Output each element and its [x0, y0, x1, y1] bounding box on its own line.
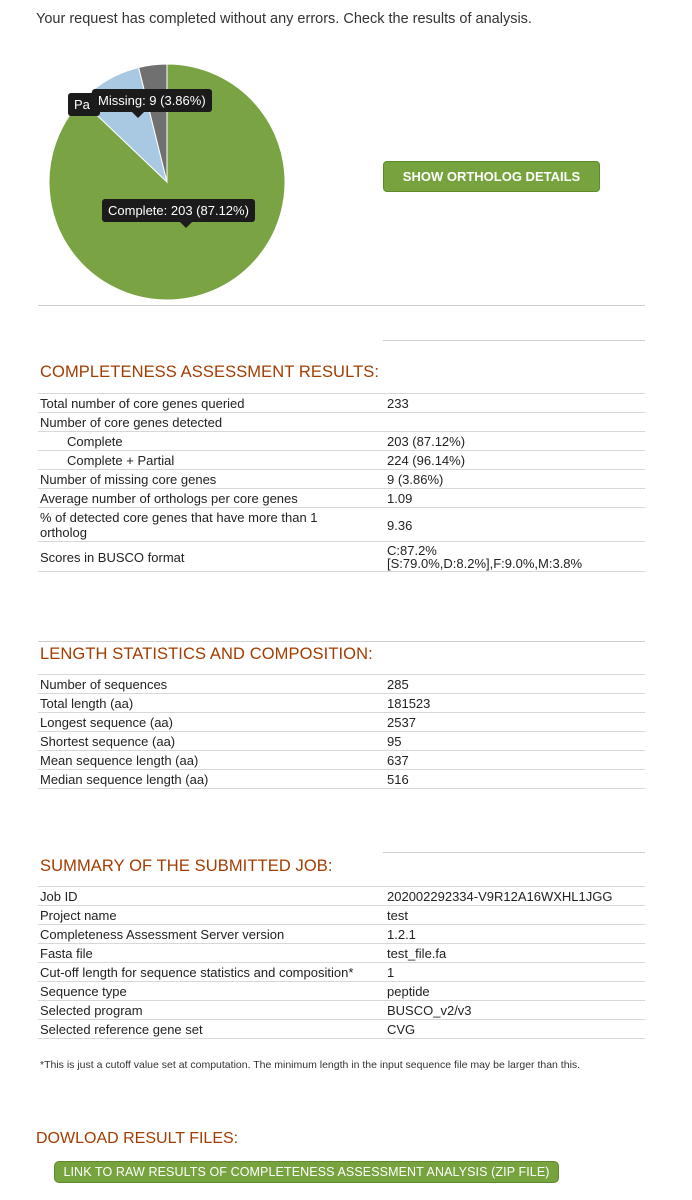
row-label: Complete — [38, 432, 385, 451]
row-value — [385, 542, 645, 572]
missing-tooltip — [92, 89, 212, 112]
row-value — [385, 413, 645, 432]
table-row — [38, 732, 645, 751]
table-row — [38, 432, 645, 451]
table-row — [38, 982, 645, 1001]
row-label: Completeness Assessment Server version — [38, 925, 385, 944]
row-label: % of detected core genes that have more than 1 ortholog — [38, 508, 385, 542]
table-row — [38, 413, 645, 432]
complete-tooltip — [102, 199, 255, 222]
busco-score-line-2: [S:79.0%,D:8.2%],F:9.0%,M:3.8% — [387, 556, 583, 571]
row-value: CVG — [385, 1020, 645, 1039]
table-row — [38, 770, 645, 789]
completeness-table — [38, 393, 645, 572]
divider — [38, 641, 645, 642]
table-row — [38, 489, 645, 508]
row-value: 95 — [385, 732, 645, 751]
download-section-title: DOWLOAD RESULT FILES: — [36, 1130, 239, 1147]
job-summary-section-title: SUMMARY OF THE SUBMITTED JOB: — [40, 857, 333, 875]
divider — [38, 305, 645, 306]
row-label: Cut-off length for sequence statistics and composition* — [38, 963, 385, 982]
table-row — [38, 944, 645, 963]
row-label: Number of core genes detected — [38, 413, 385, 432]
row-label: Longest sequence (aa) — [38, 713, 385, 732]
row-value: 1.2.1 — [385, 925, 645, 944]
table-row — [38, 451, 645, 470]
row-label: Fasta file — [38, 944, 385, 963]
row-value: 224 (96.14%) — [385, 451, 645, 470]
row-label: Shortest sequence (aa) — [38, 732, 385, 751]
table-row — [38, 1020, 645, 1039]
table-row — [38, 694, 645, 713]
divider — [383, 340, 645, 341]
table-row — [38, 751, 645, 770]
partial-tooltip-text: Pa — [74, 97, 90, 112]
row-value: test_file.fa — [385, 944, 645, 963]
row-value: 203 (87.12%) — [385, 432, 645, 451]
completeness-section-title: COMPLETENESS ASSESSMENT RESULTS: — [40, 363, 380, 381]
table-row — [38, 542, 645, 572]
status-message: Your request has completed without any errors. Check the results of analysis. — [36, 11, 532, 27]
length-stats-section-title: LENGTH STATISTICS AND COMPOSITION: — [40, 645, 373, 663]
row-label: Scores in BUSCO format — [38, 542, 385, 572]
table-row — [38, 963, 645, 982]
row-label: Selected reference gene set — [38, 1020, 385, 1039]
table-row — [38, 925, 645, 944]
row-value: 1.09 — [385, 489, 645, 508]
row-label: Average number of orthologs per core genes — [38, 489, 385, 508]
row-label: Selected program — [38, 1001, 385, 1020]
show-ortholog-details-button[interactable]: SHOW ORTHOLOG DETAILS — [383, 161, 600, 192]
row-label: Complete + Partial — [38, 451, 385, 470]
completeness-pie-chart — [40, 56, 300, 306]
row-label: Median sequence length (aa) — [38, 770, 385, 789]
row-value: peptide — [385, 982, 645, 1001]
row-value: 202002292334-V9R12A16WXHL1JGG — [385, 887, 645, 906]
job-summary-table — [38, 886, 645, 1039]
divider — [383, 852, 645, 853]
row-value: test — [385, 906, 645, 925]
row-value: BUSCO_v2/v3 — [385, 1001, 645, 1020]
table-row — [38, 906, 645, 925]
raw-results-zip-link[interactable]: LINK TO RAW RESULTS OF COMPLETENESS ASSESSMENT ANALYSIS (ZIP FILE) — [54, 1161, 559, 1183]
row-value: 637 — [385, 751, 645, 770]
table-row — [38, 1001, 645, 1020]
row-value: 9 (3.86%) — [385, 470, 645, 489]
row-value: 285 — [385, 675, 645, 694]
row-label: Total length (aa) — [38, 694, 385, 713]
row-value: 181523 — [385, 694, 645, 713]
table-row — [38, 887, 645, 906]
row-label: Number of missing core genes — [38, 470, 385, 489]
row-label: Number of sequences — [38, 675, 385, 694]
table-row — [38, 713, 645, 732]
table-row — [38, 470, 645, 489]
row-label: Job ID — [38, 887, 385, 906]
table-row — [38, 675, 645, 694]
row-value: 516 — [385, 770, 645, 789]
missing-tooltip-text: Missing: 9 (3.86%) — [98, 93, 206, 108]
row-label: Mean sequence length (aa) — [38, 751, 385, 770]
row-value: 1 — [385, 963, 645, 982]
row-value: 2537 — [385, 713, 645, 732]
row-value: 233 — [385, 394, 645, 413]
row-label: Total number of core genes queried — [38, 394, 385, 413]
table-row — [38, 394, 645, 413]
cutoff-footnote: *This is just a cutoff value set at computation. The minimum length in the input sequence file may be larger than this. — [40, 1059, 581, 1071]
row-label: Project name — [38, 906, 385, 925]
row-value: 9.36 — [385, 508, 645, 542]
row-label: Sequence type — [38, 982, 385, 1001]
length-stats-table — [38, 674, 645, 789]
busco-score-line-1: C:87.2% — [387, 543, 437, 558]
complete-tooltip-text: Complete: 203 (87.12%) — [108, 203, 249, 218]
table-row — [38, 508, 645, 542]
